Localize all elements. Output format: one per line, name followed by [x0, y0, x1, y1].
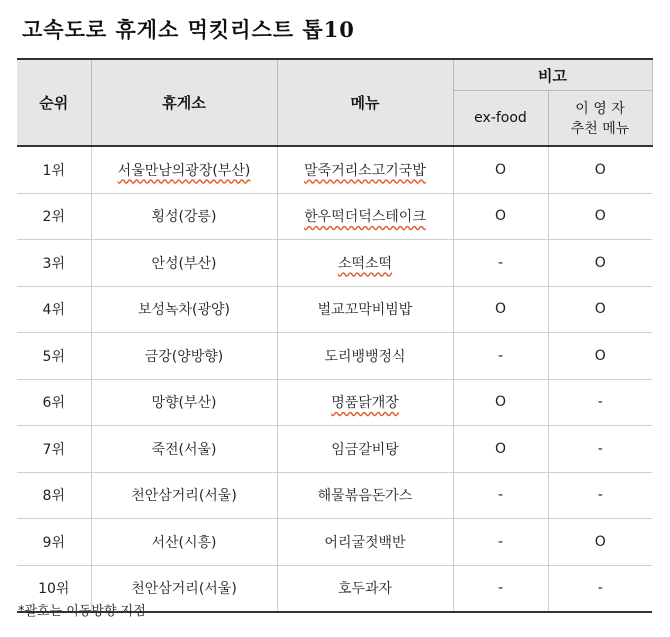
table-row: [17, 146, 652, 193]
cell-rank: [17, 193, 91, 240]
header-recommend-line1: 이 영 자: [575, 101, 625, 117]
table-row: [17, 240, 652, 287]
cell-menu-text: 도리뱅뱅정식: [324, 348, 406, 365]
cell-station: [91, 146, 277, 193]
header-station: 휴게소: [91, 59, 277, 146]
header-exfood: ex-food: [453, 91, 548, 147]
cell-exfood: [453, 193, 548, 240]
header-note: 비고: [453, 59, 652, 91]
cell-rank: [17, 379, 91, 426]
cell-station-text: 횡성(강릉): [151, 209, 217, 226]
cell-exfood: [453, 519, 548, 566]
cell-menu: [277, 565, 453, 612]
cell-station: [91, 519, 277, 566]
cell-exfood-text: -: [497, 347, 504, 364]
cell-station: [91, 240, 277, 287]
header-menu: 메뉴: [277, 59, 453, 146]
cell-reco-text: O: [594, 161, 606, 178]
cell-exfood: [453, 426, 548, 473]
cell-menu: [277, 333, 453, 380]
cell-exfood-text: O: [494, 161, 507, 178]
cell-exfood-text: O: [494, 394, 507, 411]
cell-reco-text: O: [594, 301, 606, 318]
cell-menu: [277, 472, 453, 519]
cell-rank-text: 10위: [38, 581, 70, 598]
cell-station-text: 천안삼거리(서울): [131, 488, 237, 505]
cell-rank: [17, 146, 91, 193]
cell-station: [91, 379, 277, 426]
cell-menu: [277, 286, 453, 333]
table-row: [17, 193, 652, 240]
table-body: [17, 146, 652, 612]
cell-exfood: [453, 240, 548, 287]
cell-rank: [17, 286, 91, 333]
cell-menu-text: 한우떡더덕스테이크: [304, 209, 426, 226]
cell-menu: [277, 240, 453, 287]
table-row: [17, 333, 652, 380]
cell-station: [91, 193, 277, 240]
cell-exfood: [453, 472, 548, 519]
cell-menu-text: 말죽거리소고기국밥: [304, 162, 426, 179]
cell-rank-text: 6위: [42, 395, 65, 412]
cell-reco: [548, 333, 652, 380]
cell-menu-text: 호두과자: [337, 581, 393, 598]
cell-menu: [277, 519, 453, 566]
cell-rank: [17, 519, 91, 566]
cell-reco-text: O: [594, 347, 606, 364]
cell-station: [91, 286, 277, 333]
cell-rank: [17, 426, 91, 473]
cell-exfood: [453, 286, 548, 333]
table-row: [17, 426, 652, 473]
header-recommend-line2: 추천 메뉴: [570, 121, 630, 137]
page-title: 고속도로 휴게소 먹킷리스트 톱10: [22, 17, 355, 42]
cell-exfood-text: O: [494, 440, 507, 457]
cell-exfood-text: O: [494, 301, 507, 318]
cell-station-text: 보성녹차(광양): [137, 302, 231, 319]
cell-rank-text: 2위: [42, 209, 65, 226]
cell-station-text: 서산(시흥): [151, 534, 217, 551]
cell-exfood: [453, 379, 548, 426]
cell-exfood-text: -: [497, 533, 504, 550]
cell-rank-text: 9위: [42, 534, 65, 551]
cell-reco: [548, 193, 652, 240]
cell-exfood: [453, 565, 548, 612]
cell-station-text: 안성(부산): [151, 255, 217, 272]
ranking-table: [17, 58, 653, 613]
cell-menu: [277, 379, 453, 426]
cell-exfood-text: -: [497, 580, 504, 597]
cell-menu-text: 벌교꼬막비빔밥: [317, 302, 413, 319]
cell-station-text: 금강(양방향): [144, 348, 224, 365]
cell-reco-text: -: [597, 487, 603, 504]
cell-station-text: 죽전(서울): [151, 441, 217, 458]
footnote: *괄호는 이동방향 지점: [18, 604, 146, 619]
cell-reco: [548, 472, 652, 519]
cell-exfood: [453, 146, 548, 193]
cell-station: [91, 333, 277, 380]
cell-exfood-text: O: [494, 208, 507, 225]
cell-rank-text: 4위: [42, 302, 65, 319]
cell-station: [91, 426, 277, 473]
cell-menu-text: 임금갈비탕: [331, 441, 399, 458]
cell-menu: [277, 193, 453, 240]
cell-reco: [548, 565, 652, 612]
cell-reco: [548, 286, 652, 333]
cell-station-text: 서울만남의광장(부산): [117, 162, 251, 179]
cell-reco-text: -: [597, 394, 603, 411]
cell-menu-text: 소떡소떡: [337, 255, 393, 272]
cell-station-text: 천안삼거리(서울): [131, 581, 237, 598]
cell-reco-text: O: [594, 533, 606, 550]
cell-exfood-text: -: [497, 487, 504, 504]
header-rank: 순위: [17, 59, 91, 146]
table-row: [17, 379, 652, 426]
cell-exfood: [453, 333, 548, 380]
cell-rank: [17, 240, 91, 287]
cell-menu: [277, 426, 453, 473]
cell-reco: [548, 426, 652, 473]
cell-rank-text: 5위: [42, 348, 65, 365]
cell-reco: [548, 379, 652, 426]
cell-rank: [17, 472, 91, 519]
cell-reco-text: -: [597, 580, 603, 597]
cell-station: [91, 472, 277, 519]
table-row: [17, 519, 652, 566]
cell-rank-text: 8위: [42, 488, 65, 505]
cell-menu-text: 어리굴젓백반: [324, 534, 406, 551]
table-header: [17, 59, 652, 146]
cell-reco: [548, 240, 652, 287]
cell-reco-text: O: [594, 208, 606, 225]
table-row: [17, 472, 652, 519]
cell-menu-text: 해물볶음돈가스: [317, 488, 413, 505]
cell-rank-text: 3위: [42, 255, 65, 272]
cell-rank: [17, 333, 91, 380]
cell-rank-text: 7위: [42, 441, 65, 458]
cell-reco: [548, 146, 652, 193]
cell-exfood-text: -: [497, 254, 504, 271]
cell-reco: [548, 519, 652, 566]
header-recommend: [548, 91, 652, 147]
cell-menu-text: 명품닭개장: [331, 395, 399, 412]
cell-reco-text: -: [597, 440, 603, 457]
cell-reco-text: O: [594, 254, 606, 271]
cell-station-text: 망향(부산): [151, 395, 217, 412]
table-row: [17, 286, 652, 333]
cell-menu: [277, 146, 453, 193]
cell-rank-text: 1위: [42, 162, 65, 179]
